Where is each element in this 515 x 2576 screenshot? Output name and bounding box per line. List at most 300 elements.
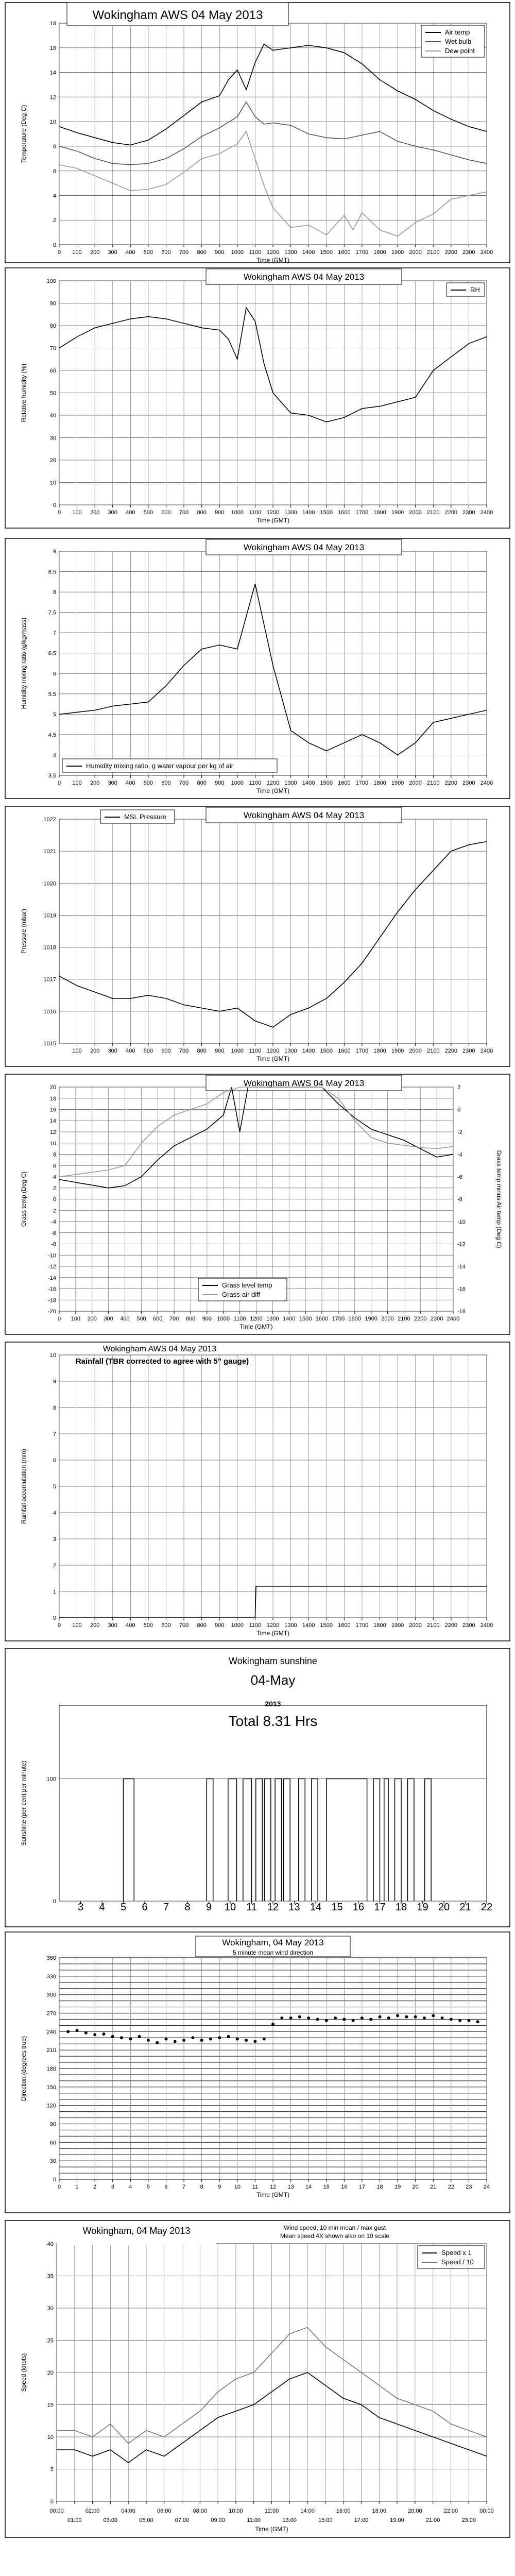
wind-direction-point <box>476 2020 479 2023</box>
y2-tick-label: -4 <box>457 1151 462 1158</box>
y2-tick-label: -12 <box>457 1241 466 1248</box>
y-tick-label: 0 <box>53 1899 56 1905</box>
x-tick-label: 2000 <box>381 1316 394 1322</box>
x-tick-label: 1800 <box>348 1316 361 1322</box>
x-tick-label: 800 <box>197 1622 207 1629</box>
legend <box>100 810 175 823</box>
x-tick-label: 1400 <box>302 1622 315 1629</box>
y-tick-label: 8 <box>53 589 56 596</box>
x-tick-label: 1 <box>75 2184 79 2190</box>
x-tick-label: 900 <box>215 1622 225 1629</box>
y2-tick-label: -10 <box>457 1219 466 1225</box>
y2-tick-label: 2 <box>457 1084 461 1091</box>
y-tick-label: 2 <box>53 217 56 224</box>
y-axis-label: Direction (degrees true) <box>20 2036 27 2102</box>
wind-direction-point <box>129 2038 132 2041</box>
x-tick-label: 300 <box>108 510 117 516</box>
x-tick-label: 200 <box>90 249 100 256</box>
y-tick-label: 5 <box>53 711 56 718</box>
chart-3 <box>5 538 510 799</box>
x-tick-label: 1900 <box>391 1622 404 1629</box>
x-tick-label: 18 <box>395 1902 407 1913</box>
x-tick-label: 00:00 <box>49 2508 64 2514</box>
chart-6 <box>5 1342 510 1641</box>
x-axis-label: Time (GMT) <box>256 1630 290 1637</box>
chart-5 <box>5 1074 510 1334</box>
wind-direction-point <box>298 2015 301 2019</box>
wind-direction-point <box>182 2039 185 2042</box>
chart-title: Wokingham AWS 04 May 2013 <box>243 810 365 820</box>
wind-direction-point <box>325 2019 328 2022</box>
x-tick-label: 5 <box>146 2184 150 2190</box>
wind-direction-point <box>316 2018 319 2021</box>
chart-1 <box>5 3 510 264</box>
x-tick-label: 1800 <box>373 1622 386 1629</box>
x-tick-label: 24 <box>483 2184 490 2190</box>
y-axis-label: Humidity mixing ratio (g/kg/mass) <box>20 617 27 709</box>
x-tick-label: 2400 <box>480 1622 493 1629</box>
x-tick-label: 17:00 <box>354 2517 369 2523</box>
y-tick-label: 30 <box>47 2306 54 2312</box>
x-tick-label: 100 <box>72 780 82 786</box>
x-tick-label: 15 <box>323 2184 330 2190</box>
x-tick-label: 100 <box>72 249 82 256</box>
y-axis-label: Speed (knots) <box>20 2353 27 2392</box>
x-tick-label: 1300 <box>284 780 297 786</box>
wind-direction-point <box>307 2016 310 2020</box>
x-tick-label: 3 <box>111 2184 114 2190</box>
legend <box>418 2246 485 2268</box>
wind-direction-point <box>245 2039 248 2042</box>
x-tick-label: 700 <box>179 510 189 516</box>
x-tick-label: 300 <box>108 780 117 786</box>
wind-direction-point <box>405 2015 408 2019</box>
x-tick-label: 2300 <box>462 780 475 786</box>
legend <box>62 759 277 772</box>
y-tick-label: 20 <box>49 457 56 464</box>
x-tick-label: 2200 <box>444 780 458 786</box>
y-tick-label: 40 <box>49 413 56 419</box>
x-tick-label: 2300 <box>462 249 475 256</box>
y-tick-label: 10 <box>49 480 56 486</box>
x-tick-label: 00:00 <box>479 2508 494 2514</box>
wind-direction-point <box>120 2036 123 2039</box>
y2-tick-label: 0 <box>457 1107 461 1113</box>
x-tick-label: 1700 <box>355 249 369 256</box>
y2-tick-label: -18 <box>457 1309 466 1315</box>
x-tick-label: 800 <box>197 249 207 256</box>
wind-direction-point <box>458 2019 461 2022</box>
x-tick-label: 800 <box>197 780 207 786</box>
x-tick-label: 700 <box>179 780 189 786</box>
y-tick-label: 0 <box>53 1615 56 1621</box>
x-tick-label: 2200 <box>414 1316 427 1322</box>
x-tick-label: 1200 <box>266 1048 280 1054</box>
x-tick-label: 22 <box>480 1902 493 1913</box>
legend-label: Speed / 10 <box>441 2258 474 2266</box>
y-tick-label: 5.5 <box>48 691 56 698</box>
x-tick-label: 3 <box>77 1902 84 1913</box>
date-label: 04-May <box>250 1672 296 1688</box>
x-tick-label: 08:00 <box>193 2508 208 2514</box>
x-tick-label: 23:00 <box>461 2517 476 2523</box>
x-tick-label: 1200 <box>266 510 280 516</box>
y-tick-label: 0 <box>53 1196 56 1203</box>
y-tick-label: 7 <box>53 630 56 637</box>
y-tick-label: 1019 <box>43 912 56 919</box>
chart-title: Wokingham, 04 May 2013 <box>222 1938 324 1947</box>
y-tick-label: 6 <box>53 671 56 677</box>
x-tick-label: 2100 <box>427 1048 440 1054</box>
x-tick-label: 900 <box>215 510 225 516</box>
x-axis-label: Time (GMT) <box>239 1323 273 1330</box>
y-tick-label: 100 <box>46 278 56 284</box>
x-tick-label: 2000 <box>409 249 422 256</box>
x-tick-label: 2200 <box>444 249 458 256</box>
x-tick-label: 13 <box>288 1902 300 1913</box>
y-axis-label: Temperature (Deg C) <box>20 105 27 163</box>
x-tick-label: 2100 <box>427 780 440 786</box>
y-tick-label: -4 <box>51 1219 56 1225</box>
x-axis-label: Time (GMT) <box>256 517 290 524</box>
wind-direction-point <box>342 2018 346 2021</box>
x-tick-label: 1600 <box>338 1048 351 1054</box>
y-tick-label: 4 <box>53 193 56 199</box>
x-tick-label: 200 <box>90 1048 100 1054</box>
x-tick-label: 4 <box>129 2184 132 2190</box>
y-tick-label: 9 <box>53 1379 56 1385</box>
y-tick-label: 1022 <box>43 817 56 823</box>
x-tick-label: 1700 <box>355 1048 369 1054</box>
x-tick-label: 1100 <box>249 510 262 516</box>
x-tick-label: 21:00 <box>425 2517 440 2523</box>
x-tick-label: 800 <box>197 510 207 516</box>
legend-label: MSL Pressure <box>124 813 166 821</box>
x-tick-label: 1100 <box>249 1622 262 1629</box>
x-tick-label: 1000 <box>231 780 244 786</box>
y-tick-label: 1021 <box>43 849 56 855</box>
y-tick-label: 70 <box>49 345 56 352</box>
y-tick-label: 4 <box>53 1174 56 1180</box>
y-tick-label: 50 <box>49 390 56 397</box>
x-tick-label: 200 <box>90 510 100 516</box>
x-tick-label: 20:00 <box>408 2508 422 2514</box>
x-tick-label: 12:00 <box>264 2508 279 2514</box>
x-tick-label: 600 <box>161 1048 171 1054</box>
y-tick-label: 9 <box>53 549 56 555</box>
x-tick-label: 17 <box>358 2184 366 2190</box>
wind-direction-point <box>191 2036 194 2039</box>
x-tick-label: 2100 <box>427 249 440 256</box>
y-tick-label: 8 <box>53 143 56 150</box>
chart-subtitle: Rainfall (TBR corrected to agree with 5" gauge) <box>75 1357 249 1366</box>
x-tick-label: 400 <box>126 780 135 786</box>
x-tick-label: 2400 <box>480 780 493 786</box>
wind-direction-point <box>271 2023 274 2026</box>
chart-8 <box>5 1932 510 2213</box>
x-tick-label: 2100 <box>427 510 440 516</box>
x-tick-label: 1000 <box>231 1048 244 1054</box>
x-tick-label: 1100 <box>233 1316 246 1322</box>
x-tick-label: 400 <box>126 1622 135 1629</box>
x-tick-label: 2300 <box>430 1316 443 1322</box>
y-tick-label: 10 <box>47 2434 54 2441</box>
y-tick-label: -12 <box>48 1264 56 1270</box>
x-tick-label: 700 <box>169 1316 179 1322</box>
x-tick-label: 19 <box>394 2184 401 2190</box>
wind-direction-point <box>432 2014 435 2017</box>
x-tick-label: 300 <box>108 1048 117 1054</box>
wind-direction-point <box>93 2033 96 2036</box>
x-tick-label: 1200 <box>250 1316 263 1322</box>
y-tick-label: 240 <box>46 2029 56 2036</box>
x-tick-label: 6 <box>142 1902 148 1913</box>
wind-direction-point <box>66 2030 70 2033</box>
x-tick-label: 03:00 <box>103 2517 118 2523</box>
x-tick-label: 1900 <box>391 249 404 256</box>
year-label: 2013 <box>265 1700 281 1708</box>
y-tick-label: -6 <box>51 1230 56 1236</box>
x-tick-label: 10:00 <box>229 2508 243 2514</box>
y-tick-label: 330 <box>46 1973 56 1980</box>
y-tick-label: 2 <box>53 1563 56 1569</box>
x-tick-label: 0 <box>57 2184 61 2190</box>
y2-tick-label: -16 <box>457 1286 466 1293</box>
x-tick-label: 14:00 <box>300 2508 315 2514</box>
y-tick-label: 180 <box>46 2066 56 2072</box>
x-tick-label: 6 <box>164 2184 168 2190</box>
x-tick-label: 16 <box>341 2184 348 2190</box>
wind-direction-point <box>352 2019 355 2022</box>
y-tick-label: 7.5 <box>48 609 56 616</box>
x-tick-label: 1500 <box>320 249 333 256</box>
x-tick-label: 2000 <box>409 1048 422 1054</box>
x-tick-label: 16:00 <box>336 2508 351 2514</box>
x-tick-label: 1100 <box>249 1048 262 1054</box>
x-tick-label: 2300 <box>462 510 475 516</box>
x-tick-label: 21 <box>459 1902 471 1913</box>
x-tick-label: 600 <box>153 1316 163 1322</box>
wind-direction-point <box>396 2014 399 2017</box>
x-tick-label: 1300 <box>266 1316 279 1322</box>
y-tick-label: 5 <box>50 2466 54 2473</box>
x-tick-label: 1500 <box>299 1316 312 1322</box>
y-tick-label: 25 <box>47 2337 54 2344</box>
y-tick-label: -20 <box>48 1309 56 1315</box>
legend-label: Speed x 1 <box>441 2249 472 2257</box>
x-tick-label: 10 <box>234 2184 241 2190</box>
wind-direction-point <box>76 2029 79 2032</box>
x-tick-label: 1300 <box>284 510 297 516</box>
x-tick-label: 1200 <box>266 1622 280 1629</box>
wind-direction-point <box>263 2038 266 2041</box>
x-tick-label: 0 <box>57 510 61 516</box>
y-tick-label: 14 <box>49 70 56 76</box>
x-tick-label: 20 <box>438 1902 450 1913</box>
y-tick-label: 3 <box>53 1536 56 1543</box>
x-tick-label: 1100 <box>249 780 262 786</box>
y-tick-label: 12 <box>49 94 56 101</box>
x-tick-label: 1900 <box>365 1316 377 1322</box>
legend <box>421 25 485 57</box>
y-tick-label: 16 <box>49 1107 56 1113</box>
x-axis-label: Time (GMT) <box>255 2526 288 2533</box>
y2-axis-label: Grass temp minus Air temp (Deg C) <box>495 1150 503 1248</box>
y-tick-label: 1017 <box>43 976 56 983</box>
y-axis-label: Sunshine (per cent per minute) <box>20 1760 27 1846</box>
y-tick-label: 5 <box>53 1484 56 1490</box>
x-tick-label: 1600 <box>338 1622 351 1629</box>
wind-direction-point <box>289 2016 293 2020</box>
chart-2 <box>5 268 510 528</box>
x-tick-label: 1000 <box>217 1316 230 1322</box>
chart-subtitle: Wind speed, 10 min mean / max gust <box>283 2224 386 2231</box>
x-tick-label: 22:00 <box>443 2508 458 2514</box>
x-tick-label: 900 <box>215 249 225 256</box>
x-tick-label: 2000 <box>409 780 422 786</box>
y-tick-label: -10 <box>48 1252 56 1259</box>
y-tick-label: 0 <box>53 502 56 509</box>
x-tick-label: 11:00 <box>247 2517 261 2523</box>
x-tick-label: 600 <box>161 1622 171 1629</box>
x-tick-label: 21 <box>430 2184 437 2190</box>
y-tick-label: 80 <box>49 323 56 329</box>
y-tick-label: 4.5 <box>48 732 56 738</box>
x-tick-label: 1600 <box>338 249 351 256</box>
x-tick-label: 2300 <box>462 1048 475 1054</box>
chart-subtitle-2: Mean speed 4X shown also on 10 scale <box>280 2232 390 2240</box>
chart-4 <box>5 806 510 1066</box>
x-tick-label: 700 <box>179 1048 189 1054</box>
x-tick-label: 1000 <box>231 1622 244 1629</box>
x-tick-label: 06:00 <box>157 2508 171 2514</box>
y-tick-label: 8.5 <box>48 569 56 575</box>
chart-title: Wokingham AWS 04 May 2013 <box>243 1078 365 1088</box>
x-tick-label: 1800 <box>373 510 386 516</box>
y-tick-label: -8 <box>51 1241 56 1248</box>
y2-tick-label: -14 <box>457 1264 466 1270</box>
x-tick-label: 400 <box>120 1316 130 1322</box>
wind-direction-point <box>334 2016 337 2020</box>
y-tick-label: 20 <box>47 2370 54 2376</box>
wind-direction-point <box>253 2040 256 2043</box>
x-axis-label: Time (GMT) <box>256 2191 290 2198</box>
wind-direction-point <box>102 2032 105 2036</box>
x-tick-label: 4 <box>99 1902 105 1913</box>
x-tick-label: 1800 <box>373 780 386 786</box>
y-tick-label: 4 <box>53 1510 56 1516</box>
y-tick-label: 8 <box>53 1405 56 1411</box>
y-tick-label: 360 <box>46 1955 56 1961</box>
x-tick-label: 100 <box>72 1622 82 1629</box>
x-tick-label: 22 <box>448 2184 454 2190</box>
x-tick-label: 8 <box>184 1902 191 1913</box>
total-label: Total 8.31 Hrs <box>228 1713 318 1729</box>
x-axis-label: Time (GMT) <box>256 257 290 264</box>
y-tick-label: 15 <box>47 2402 54 2409</box>
x-tick-label: 1700 <box>355 510 369 516</box>
y-tick-label: 30 <box>49 2158 56 2165</box>
x-tick-label: 07:00 <box>175 2517 190 2523</box>
x-tick-label: 2000 <box>409 510 422 516</box>
x-tick-label: 1400 <box>302 249 315 256</box>
wind-direction-point <box>218 2036 221 2039</box>
x-tick-label: 300 <box>104 1316 113 1322</box>
x-tick-label: 200 <box>90 1622 100 1629</box>
y-tick-label: 2 <box>53 1185 56 1192</box>
x-tick-label: 04:00 <box>121 2508 135 2514</box>
y-tick-label: 6 <box>53 1458 56 1464</box>
x-tick-label: 600 <box>161 780 171 786</box>
y-tick-label: 0 <box>53 242 56 248</box>
x-tick-label: 9 <box>205 1902 212 1913</box>
legend-label: Air temp <box>445 28 470 36</box>
x-tick-label: 1600 <box>338 780 351 786</box>
x-tick-label: 600 <box>161 510 171 516</box>
wind-direction-point <box>450 2018 453 2021</box>
x-tick-label: 2100 <box>398 1316 410 1322</box>
y-tick-label: 90 <box>49 2121 56 2128</box>
y-axis-label: Rainfall accumulation (mm) <box>20 1449 27 1524</box>
y-tick-label: -18 <box>48 1297 56 1304</box>
legend-label: Humidity mixing ratio, g water vapour per kg of air <box>86 762 234 770</box>
x-tick-label: 500 <box>136 1316 146 1322</box>
x-tick-label: 100 <box>72 510 82 516</box>
chart-7 <box>5 1649 510 1927</box>
y-axis-label: Relative humidity (%) <box>20 363 27 422</box>
wind-direction-point <box>369 2018 372 2021</box>
chart-title: Wokingham, 04 May 2013 <box>82 2226 191 2236</box>
x-tick-label: 2400 <box>480 510 493 516</box>
x-tick-label: 13:00 <box>282 2517 297 2523</box>
y-tick-label: 1018 <box>43 944 56 951</box>
y-tick-label: 300 <box>46 1992 56 1998</box>
y-tick-label: 6 <box>53 1163 56 1170</box>
y-tick-label: -16 <box>48 1286 56 1293</box>
x-tick-label: 0 <box>57 249 61 256</box>
chart-title: Wokingham sunshine <box>229 1656 317 1666</box>
legend <box>447 283 485 296</box>
x-tick-label: 1200 <box>266 249 280 256</box>
wind-direction-point <box>147 2039 150 2042</box>
x-tick-label: 300 <box>108 1622 117 1629</box>
wind-direction-point <box>174 2040 177 2043</box>
legend-label: Wet bulb <box>445 38 472 45</box>
x-tick-label: 200 <box>87 1316 97 1322</box>
x-tick-label: 11 <box>252 2184 259 2190</box>
wind-direction-point <box>467 2019 470 2022</box>
x-tick-label: 9 <box>218 2184 221 2190</box>
x-tick-label: 15 <box>331 1902 343 1913</box>
x-tick-label: 0 <box>57 780 61 786</box>
y-tick-label: 16 <box>49 45 56 52</box>
legend-label: Dew point <box>445 47 475 55</box>
x-tick-label: 1300 <box>284 1048 297 1054</box>
x-tick-label: 1900 <box>391 780 404 786</box>
x-tick-label: 14 <box>305 2184 312 2190</box>
y-tick-label: 6.5 <box>48 650 56 657</box>
x-tick-label: 500 <box>143 510 153 516</box>
wind-direction-point <box>84 2031 88 2035</box>
y-tick-label: 210 <box>46 2047 56 2054</box>
x-tick-label: 14 <box>310 1902 322 1913</box>
x-tick-label: 800 <box>197 1048 207 1054</box>
x-tick-label: 1900 <box>391 1048 404 1054</box>
x-tick-label: 100 <box>71 1316 81 1322</box>
x-tick-label: 500 <box>143 1048 153 1054</box>
x-tick-label: 0 <box>57 1316 61 1322</box>
x-tick-label: 02:00 <box>85 2508 100 2514</box>
